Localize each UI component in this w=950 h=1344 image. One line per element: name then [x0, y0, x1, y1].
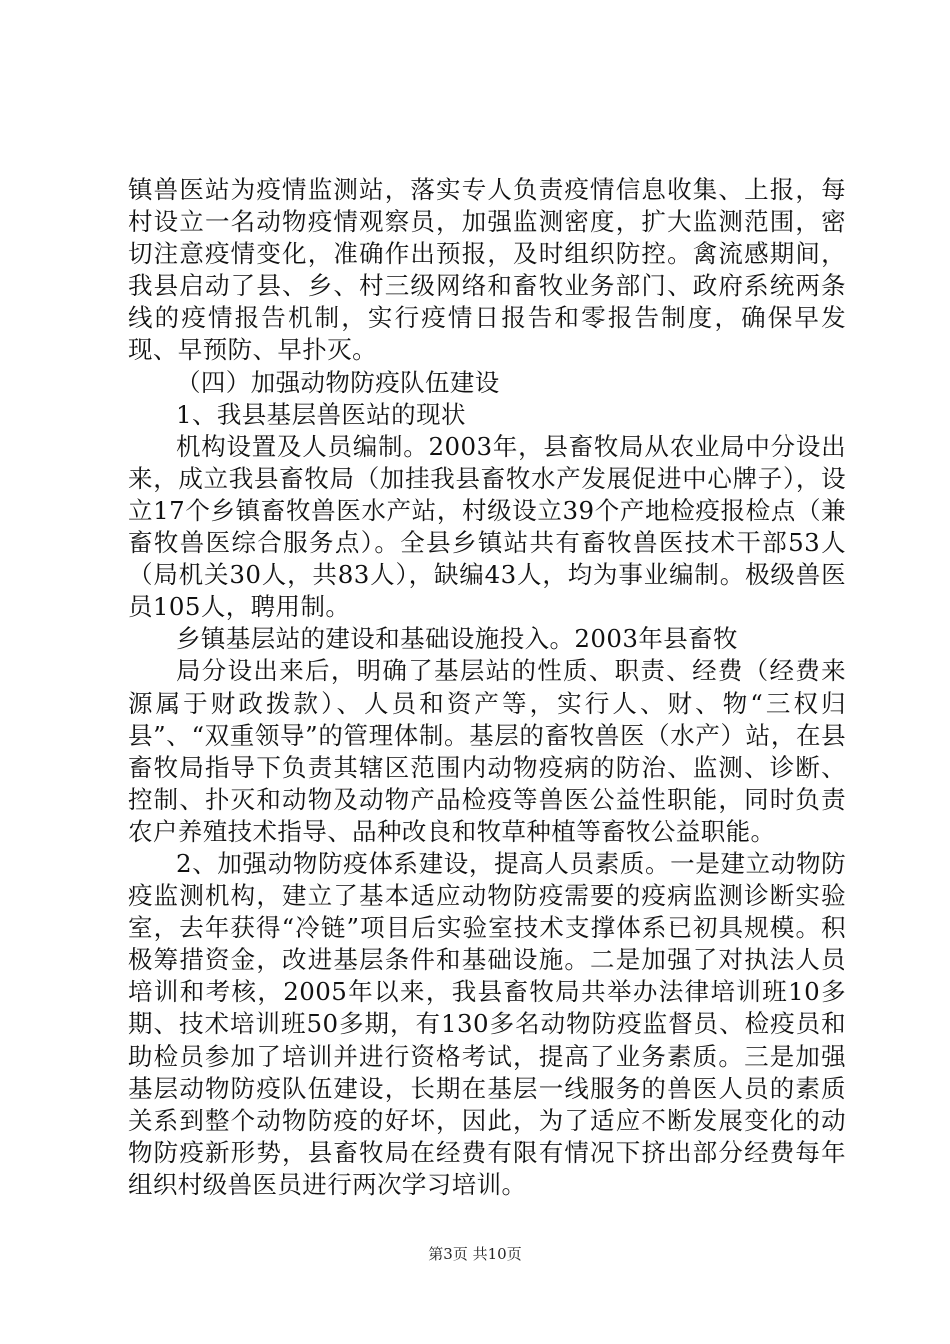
- document-body: [128, 174, 846, 1201]
- section-heading: （四）加强动物防疫队伍建设: [176, 367, 500, 397]
- paragraph-epidemic-prevention: 2、加强动物防疫体系建设，提高人员素质。一是建立动物防疫监测机构，建立了基本适应动物防疫需要的疫病监测诊断实验室，去年获得“冷链”项目后实验室技术支撑体系已初具规模。积极筹措资金，改进基层条件和基础设施。二是加强了对执法人员培训和考核，2005年以来，我县畜牧局共举办法律培训班10多期、技术培训班50多期，有130多名动物防疫监督员、检疫员和助检员参加了培训并进行资格考试，提高了业务素质。三是加强基层动物防疫队伍建设，长期在基层一线服务的兽医人员的素质关系到整个动物防疫的好坏，因此，为了适应不断发展变化的动物防疫新形势，县畜牧局在经费有限有情况下挤出部分经费每年组织村级兽医员进行两次学习培训。: [128, 848, 846, 1199]
- paragraph-management-system: 局分设出来后，明确了基层站的性质、职责、经费（经费来源属于财政拨款）、人员和资产等，实行人、财、物“三权归县”、“双重领导”的管理体制。基层的畜牧兽医（水产）站，在县畜牧局指导下负责其辖区范围内动物疫病的防治、监测、诊断、控制、扑灭和动物及动物产品检疫等兽医公益性职能，同时负责农户养殖技术指导、品种改良和牧草种植等畜牧公益职能。: [128, 656, 846, 846]
- paragraph-surveillance-stations: 镇兽医站为疫情监测站，落实专人负责疫情信息收集、上报，每村设立一名动物疫情观察员，加强监测密度，扩大监测范围，密切注意疫情变化，准确作出预报，及时组织防控。禽流感期间，我县启动了县、乡、村三级网络和畜牧业务部门、政府系统两条线的疫情报告机制，实行疫情日报告和零报告制度，确保早发现、早预防、早扑灭。: [128, 175, 846, 365]
- paragraph-organization: 机构设置及人员编制。2003年，县畜牧局从农业局中分设出来，成立我县畜牧局（加挂我县畜牧水产发展促进中心牌子），设立17个乡镇畜牧兽医水产站，村级设立39个产地检疫报检点（兼畜牧兽医综合服务点）。全县乡镇站共有畜牧兽医技术干部53人（局机关30人，共83人），缺编43人，均为事业编制。极级兽医员105人，聘用制。: [128, 431, 846, 622]
- subsection-heading: 1、我县基层兽医站的现状: [176, 399, 466, 429]
- paragraph-construction-intro: 乡镇基层站的建设和基础设施投入。2003年县畜牧: [176, 624, 738, 654]
- page-number-footer: 第3页 共10页: [428, 1245, 522, 1263]
